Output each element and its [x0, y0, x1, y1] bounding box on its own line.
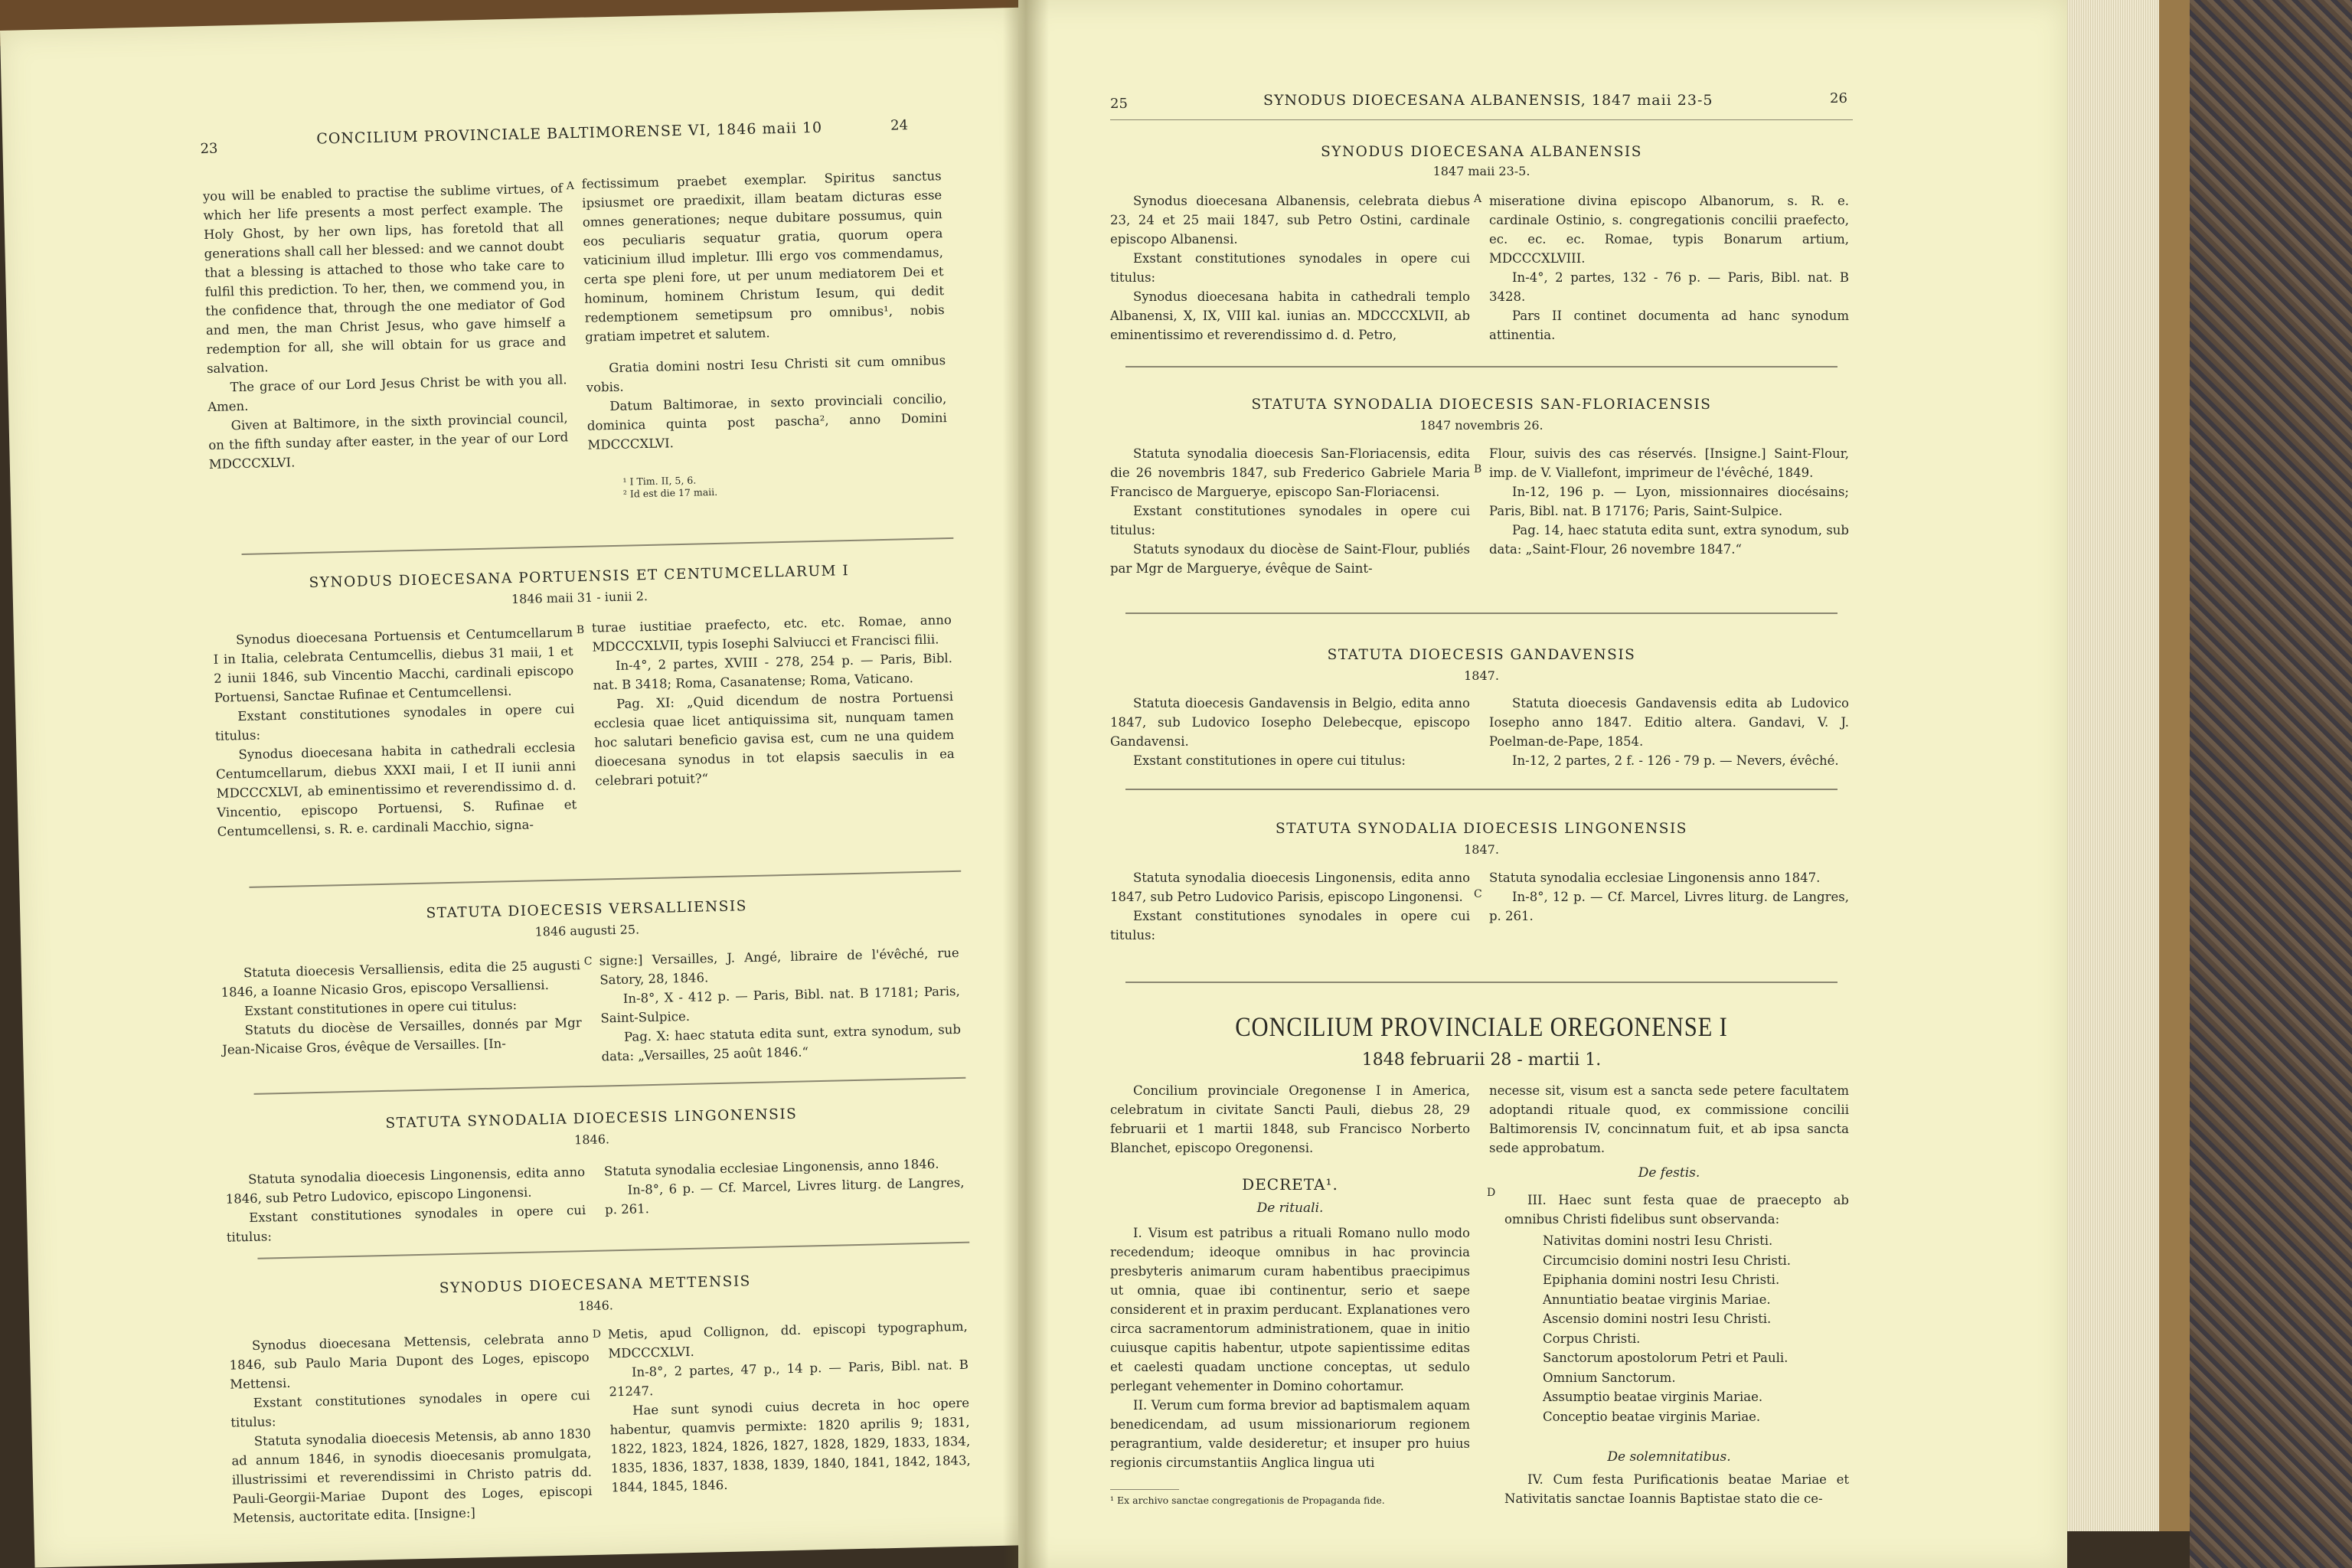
text-block: Statuta synodalia dioecesis Lingonensis, edita anno 1847, sub Petro Ludovico Parisis, episcopo Lingonensi. Exstant constitutiones synodales in opere cui titulus: — [1110, 871, 1470, 942]
section-rule — [254, 1077, 966, 1095]
section-date: 1846. — [573, 1132, 610, 1148]
section-rule — [257, 1242, 969, 1259]
text-block: Statuta dioecesis Gandavensis edita ab Ludovico Iosepho anno 1847. Editio altera. Gandavi, V. J. Poelman-de-Pape, 1854. In-12, 2 partes, 2 f. - 126 - 79 p. — Nevers, évêché. — [1489, 696, 1849, 768]
text-block: turae iustitiae praefecto, etc. etc. Romae, anno MDCCCXLVII, typis Iosephi Salviucci et Francisci filii. In-4°, 2 partes, XVIII - 278, 254 p. — Paris, Bibl. nat. B 3418; Roma, Casanatense; Roma, Vaticano. Pag. XI: „Quid dicendum de nostra Portuensi ecclesia quae licet antiquissima sit, nunquam tamen hoc salutari beneficio gavisa est, cum ne una quidem dioecesana synodus in tot elapsis saeculis in ea celebrari potuit?“ — [591, 612, 955, 789]
section-title: SYNODUS DIOECESANA PORTUENSIS ET CENTUMCELLARUM I — [309, 563, 850, 592]
page-edges — [2052, 0, 2167, 1531]
council-title: CONCILIUM PROVINCIALE OREGONENSE I — [1235, 1011, 1728, 1042]
margin-letter: D — [1487, 1187, 1496, 1199]
page-number: 24 — [890, 117, 909, 134]
subheading: De festis. — [1638, 1165, 1700, 1181]
list-item: Epiphania domini nostri Iesu Christi. — [1543, 1272, 1780, 1287]
footnote-rule — [1110, 1489, 1179, 1490]
section-rule — [1125, 982, 1838, 983]
list-item: Corpus Christi. — [1543, 1331, 1641, 1346]
text-block: III. Haec sunt festa quae de praecepto ab omnibus Christi fidelibus sunt observanda: — [1504, 1193, 1849, 1227]
text-block: Statuta dioecesis Gandavensis in Belgio, edita anno 1847, sub Ludovico Iosepho Delebecque, episcopo Gandavensi. Exstant constitutiones in opere cui titulus: — [1110, 696, 1470, 768]
text-block: Flour, suivis des cas réservés. [Insigne.] Saint-Flour, imp. de V. Viallefont, imprimeur de l'évêché, 1849. In-12, 196 p. — Lyon, missionnaires diocésains; Paris, Bibl. nat. B 17176; Paris, Saint-Sulpice. Pag. 14, haec statuta edita sunt, extra synodum, sub data: „Saint-Flour, 26 novembre 1847.“ — [1489, 446, 1849, 557]
section-date: 1846. — [577, 1298, 614, 1314]
feast-list — [1543, 1231, 1849, 1426]
text-block: Statuta synodalia dioecesis San-Floriacensis, edita die 26 novembris 1847, sub Frederico Gabriele Maria Francisco de Marguerye, episcopo San-Floriacensi. Exstant constitutiones synodales in opere cui titulus: Statuts synodaux du diocèse de Saint-Flour, publiés par Mgr de Marguerye, évêque de Saint- — [1110, 446, 1470, 576]
text-block: miseratione divina episcopo Albanorum, s. R. e. cardinale Ostinio, s. congregationis concilii praefecto, ec. ec. ec. Romae, typis Bonarum artium, MDCCCXLVIII. In-4°, 2 partes, 132 - 76 p. — Paris, Bibl. nat. B 3428. Pars II continet documenta ad hanc synodum attinentia. — [1489, 194, 1849, 342]
section-date: 1847. — [1464, 842, 1499, 857]
list-item: Annuntiatio beatae virginis Mariae. — [1543, 1292, 1771, 1307]
text-block: IV. Cum festa Purificationis beatae Mariae et Nativitatis sanctae Ioannis Baptistae stato die ce- — [1504, 1472, 1849, 1506]
running-header: SYNODUS DIOECESANA ALBANENSIS, 1847 maii 23-5 — [1263, 92, 1713, 109]
text-block: necesse sit, visum est a sancta sede petere facultatem adoptandi rituale quod, ex commissione concilii Baltimorensis IV, concinnatum fuit, et ab ipsa sancta sede approbatum. — [1489, 1083, 1849, 1155]
section-rule — [249, 871, 961, 888]
header-rule — [1110, 119, 1853, 120]
list-item: Ascensio domini nostri Iesu Christi. — [1543, 1312, 1772, 1326]
section-date: 1847 maii 23-5. — [1432, 164, 1530, 178]
text-block: signe:] Versailles, J. Angé, libraire de l'évêché, rue Satory, 28, 1846. In-8°, X - 412 p. — Paris, Bibl. nat. B 17181; Paris, Saint-Sulpice. Pag. X: haec statuta edita sunt, extra synodum, sub data: „Versailles, 25 août 1846.“ — [599, 945, 962, 1064]
section-date: 1846 augusti 25. — [534, 922, 640, 939]
section-date: 1847. — [1464, 668, 1499, 683]
text-block: Statuta synodalia dioecesis Lingonensis, edita anno 1846, sub Petro Ludovico, episcopo Lingonensi. Exstant constitutiones synodales in opere cui titulus: — [225, 1165, 586, 1245]
list-item: Omnium Sanctorum. — [1543, 1370, 1676, 1385]
section-title: STATUTA SYNODALIA DIOECESIS SAN-FLORIACENSIS — [1251, 397, 1712, 413]
list-item: Sanctorum apostolorum Petri et Pauli. — [1543, 1351, 1788, 1365]
page-number: 26 — [1830, 90, 1847, 106]
margin-letter: B — [576, 623, 585, 637]
margin-letter: D — [592, 1328, 602, 1341]
running-header: CONCILIUM PROVINCIALE BALTIMORENSE VI, 1846 maii 10 — [316, 119, 823, 148]
text-block: Statuta dioecesis Versalliensis, edita die 25 augusti 1846, a Ioanne Nicasio Gros, episcopo Versalliensi. Exstant constitutiones in opere cui titulus: Statuts du diocèse de Versailles, donnés par Mgr Jean-Nicaise Gros, évêque de Versailles. [In- — [220, 958, 582, 1057]
subheading: De solemnitatibus. — [1607, 1449, 1731, 1465]
section-date: 1847 novembris 26. — [1419, 418, 1544, 433]
footnotes: ¹ I Tim. II, 5, 6. ² Id est die 17 maii. — [622, 474, 718, 500]
margin-letter: A — [566, 180, 575, 193]
section-rule — [1125, 789, 1838, 790]
section-title: STATUTA DIOECESIS GANDAVENSIS — [1327, 647, 1636, 663]
page-number: 23 — [200, 140, 218, 158]
decreta-heading: DECRETA¹. — [1242, 1175, 1338, 1194]
text-block: Synodus dioecesana Mettensis, celebrata anno 1846, sub Paulo Maria Dupont des Loges, episcopo Mettensi. Exstant constitutiones synodales in opere cui titulus: Statuta synodalia dioecesis Metensis, ab anno 1830 ad annum 1846, in synodis dioecesanis promulgata, illustrissimi et reverendissimi in Christo patris dd. Pauli-Georgii-Mariae Dupont des Loges, episcopi Metensis, auctoritate edita. [Insigne:] — [229, 1330, 593, 1526]
section-title: STATUTA SYNODALIA DIOECESIS LINGONENSIS — [1276, 821, 1687, 837]
text-block: Statuta synodalia ecclesiae Lingonensis, anno 1846. In-8°, 6 p. — Cf. Marcel, Livres liturg. de Langres, p. 261. — [603, 1156, 965, 1217]
text-block: Metis, apud Collignon, dd. episcopi typographum, MDCCCXLVI. In-8°, 2 partes, 47 p., 14 p. — Paris, Bibl. nat. B 21247. Hae sunt synodi cuius decreta in hoc opere habentur, quamvis permixte: 1820 aprilis 9; 1831, 1822, 1823, 1824, 1826, 1827, 1828, 1829, 1833, 1834, 1835, 1836, 1837, 1838, 1839, 1840, 1841, 1842, 1843, 1844, 1845, 1846. — [607, 1318, 971, 1495]
text-block: Statuta synodalia ecclesiae Lingonensis anno 1847. In-8°, 12 p. — Cf. Marcel, Livres liturg. de Langres, p. 261. — [1489, 871, 1849, 923]
section-title: STATUTA SYNODALIA DIOECESIS LINGONENSIS — [385, 1106, 798, 1132]
book-gutter — [1003, 0, 1049, 1568]
footnote: ¹ Ex archivo sanctae congregationis de Propaganda fide. — [1110, 1494, 1385, 1506]
text-block: Synodus dioecesana Albanensis, celebrata diebus 23, 24 et 25 maii 1847, sub Petro Ostini, cardinale episcopo Albanensi. Exstant constitutiones synodales in opere cui titulus: Synodus dioecesana habita in cathedrali templo Albanensi, X, IX, VIII kal. iunias an. MDCCCXLVII, ab eminentissimo et reverendissimo d. d. Petro, — [1110, 194, 1470, 342]
section-rule — [1125, 366, 1838, 368]
section-rule — [242, 537, 954, 555]
page-number: 25 — [1110, 96, 1128, 112]
background-carpet — [2190, 0, 2352, 1568]
text-block: I. Visum est patribus a rituali Romano nullo modo recedendum; ideoque omnibus in hac provincia presbyteris animarum curam habentibus praecipimus ut omnia, quae ibi continentur, serio et saepe considerent et in praxim perducant. Explanationes vero circa sacramentorum administrationem, quae in initio cuiusque capitis habentur, utpote sapientissime editas et caelesti quadam unctione conceptas, ut sedulo perlegant vehementer in Domino cohortamur. II. Verum cum forma brevior ad baptismalem aquam benedicendam, ad usum missionariorum regionem peragrantium, valde desideretur; et insuper pro huius regionis circumstantiis Anglica lingua uti — [1110, 1226, 1470, 1470]
section-title: STATUTA DIOECESIS VERSALLIENSIS — [426, 898, 748, 922]
list-item: Nativitas domini nostri Iesu Christi. — [1543, 1233, 1773, 1248]
right-page — [1018, 0, 2067, 1568]
list-item: Conceptio beatae virginis Mariae. — [1543, 1409, 1761, 1424]
text-block: Synodus dioecesana Portuensis et Centumcellarum I in Italia, celebrata Centumcellis, diebus 31 maii, 1 et 2 iunii 1846, sub Vincentio Macchi, cardinali episcopo Portuensi, Sanctae Rufinae et Centumcellensi. Exstant constitutiones synodales in opere cui titulus: Synodus dioecesana habita in cathedrali ecclesia Centumcellarum, diebus XXXI maii, I et II iunii anni MDCCCXLVI, ab eminentissimo et reverendissimo d. d. Vincentio, episcopo Portuensi, S. Rufinae et Centumcellensi, s. R. e. cardinali Macchio, signa- — [213, 625, 577, 839]
section-date: 1846 maii 31 - iunii 2. — [511, 588, 648, 607]
margin-letter: C — [1474, 888, 1482, 900]
text-block: you will be enabled to practise the sublime virtues, of which her life presents a most perfect example. The Holy Ghost, by her own lips, has foretold that all generations shall call her blessed: and we cannot doubt that a blessing is attached to those who take care to fulfil this prediction. To her, then, we commend you, in the confidence that, through the one mediator of God and men, the man Christ Jesus, who gave himself a redemption for all, she will obtain for us grace and salvation. The grace of our Lord Jesus Christ be with you all. Amen. Given at Baltimore, in the sixth provincial council, on the fifth sunday after easter, in the year of our Lord MDCCCXLVI. — [202, 181, 569, 472]
section-rule — [1125, 612, 1838, 614]
section-title: SYNODUS DIOECESANA METTENSIS — [439, 1273, 752, 1297]
margin-letter: A — [1474, 193, 1482, 205]
text-block: Concilium provinciale Oregonense I in America, celebratum in civitate Sancti Pauli, diebus 28, 29 februarii et 1 martii 1848, sub Francisco Norberto Blanchet, episcopo Oregonensi. — [1110, 1083, 1470, 1155]
subheading: De rituali. — [1256, 1200, 1324, 1216]
section-title: SYNODUS DIOECESANA ALBANENSIS — [1321, 144, 1642, 160]
left-page — [0, 8, 1060, 1568]
margin-letter: B — [1474, 463, 1482, 475]
text-block: fectissimum praebet exemplar. Spiritus sanctus ipsiusmet ore praedixit, illam beatam dicturas esse omnes generationes; neque dubitare possumus, quin eos peculiaris sequatur gratia, quorum opera vaticinium illud impletur. Illi ergo vos commendamus, certa spe pleni fore, ut per unum mediatorem Dei et hominum, hominem Christum Iesum, qui dedit redemptionem semetipsum pro omnibus¹, nobis gratiam impetret et salutem. Gratia domini nostri Iesu Christi sit cum omnibus vobis. Datum Baltimorae, in sexto provinciali concilio, dominica quinta post pascha², anno Domini MDCCCXLVI. — [581, 168, 948, 452]
margin-letter: C — [583, 955, 593, 969]
list-item: Assumptio beatae virginis Mariae. — [1543, 1390, 1763, 1404]
council-date: 1848 februarii 28 - martii 1. — [1361, 1050, 1602, 1070]
list-item: Circumcisio domini nostri Iesu Christi. — [1543, 1253, 1792, 1268]
